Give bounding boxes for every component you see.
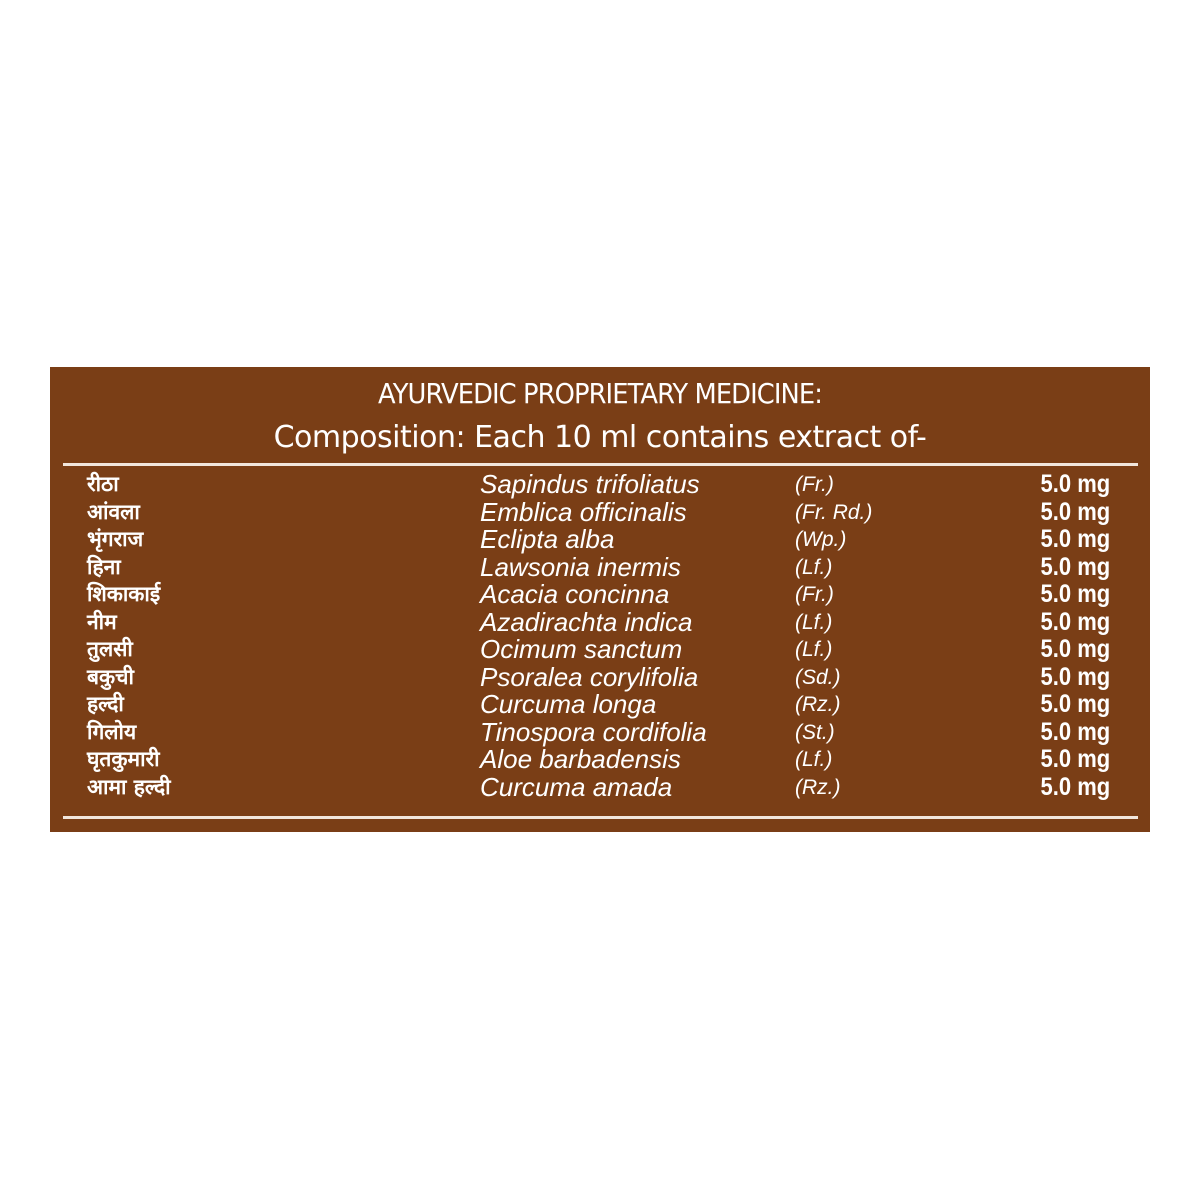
ingredient-row	[50, 771, 1150, 802]
ingredient-row	[50, 691, 1150, 719]
plant-part: (Lf.)	[795, 555, 833, 579]
ingredient-row	[50, 551, 1150, 582]
ingredient-row	[50, 746, 1150, 774]
hindi-name: हिना	[87, 554, 121, 579]
plant-part: (Lf.)	[795, 610, 833, 634]
plant-part: (Rz.)	[795, 693, 841, 716]
quantity: 5.0 mg	[1040, 580, 1110, 608]
hindi-name: भृंगराज	[87, 527, 144, 551]
botanical-name: Azadirachta indica	[480, 606, 693, 637]
quantity: 5.0 mg	[1040, 470, 1110, 498]
plant-part: (Fr. Rd.)	[795, 500, 873, 524]
botanical-name: Curcuma amada	[480, 771, 673, 802]
botanical-name: Curcuma longa	[480, 689, 657, 719]
ingredient-row	[50, 581, 1150, 609]
hindi-name: घृतकुमारी	[87, 747, 160, 771]
plant-part: (Fr.)	[795, 583, 834, 606]
quantity: 5.0 mg	[1040, 635, 1110, 663]
hindi-name: नीम	[87, 609, 117, 634]
botanical-name: Emblica officinalis	[480, 496, 687, 527]
botanical-name: Aloe barbadensis	[480, 744, 681, 774]
plant-part: (Lf.)	[795, 638, 833, 661]
plant-part: (Wp.)	[795, 528, 847, 551]
hindi-name: तुलसी	[87, 637, 133, 661]
hindi-name: रीठा	[87, 472, 119, 496]
plant-part: (Sd.)	[795, 665, 841, 689]
quantity: 5.0 mg	[1040, 497, 1110, 526]
hindi-name: आंवला	[87, 499, 140, 524]
botanical-name: Psoralea corylifolia	[480, 661, 699, 692]
ingredient-list	[50, 471, 1150, 801]
hindi-name: शिकाकाई	[87, 582, 161, 606]
ingredient-row	[50, 471, 1150, 499]
bottom-divider	[63, 816, 1138, 819]
plant-part: (Rz.)	[795, 775, 841, 799]
ingredient-row	[50, 716, 1150, 747]
quantity: 5.0 mg	[1040, 662, 1110, 691]
plant-part: (St.)	[795, 720, 835, 744]
ingredient-row	[50, 496, 1150, 527]
quantity: 5.0 mg	[1040, 525, 1110, 553]
quantity: 5.0 mg	[1040, 772, 1110, 801]
composition-label	[50, 367, 1150, 832]
top-divider	[63, 463, 1138, 466]
ingredient-row	[50, 606, 1150, 637]
ingredient-row	[50, 661, 1150, 692]
ingredient-row	[50, 636, 1150, 664]
quantity: 5.0 mg	[1040, 745, 1110, 773]
botanical-name: Acacia concinna	[480, 579, 670, 609]
quantity: 5.0 mg	[1040, 690, 1110, 718]
hindi-name: बकुची	[87, 664, 134, 689]
hindi-name: हल्दी	[87, 692, 124, 716]
composition-subheading: Composition: Each 10 ml contains extract of-	[273, 420, 927, 455]
plant-part: (Lf.)	[795, 748, 833, 771]
quantity: 5.0 mg	[1040, 717, 1110, 746]
quantity: 5.0 mg	[1040, 552, 1110, 581]
botanical-name: Sapindus trifoliatus	[480, 469, 700, 499]
botanical-name: Tinospora cordifolia	[480, 716, 707, 747]
ingredient-row	[50, 526, 1150, 554]
hindi-name: गिलोय	[87, 719, 137, 744]
hindi-name: आमा हल्दी	[87, 774, 171, 799]
plant-part: (Fr.)	[795, 473, 834, 496]
quantity: 5.0 mg	[1040, 607, 1110, 636]
botanical-name: Ocimum sanctum	[480, 634, 683, 664]
botanical-name: Eclipta alba	[480, 524, 615, 554]
botanical-name: Lawsonia inermis	[480, 551, 681, 582]
label-heading: AYURVEDIC PROPRIETARY MEDICINE:	[378, 377, 822, 410]
